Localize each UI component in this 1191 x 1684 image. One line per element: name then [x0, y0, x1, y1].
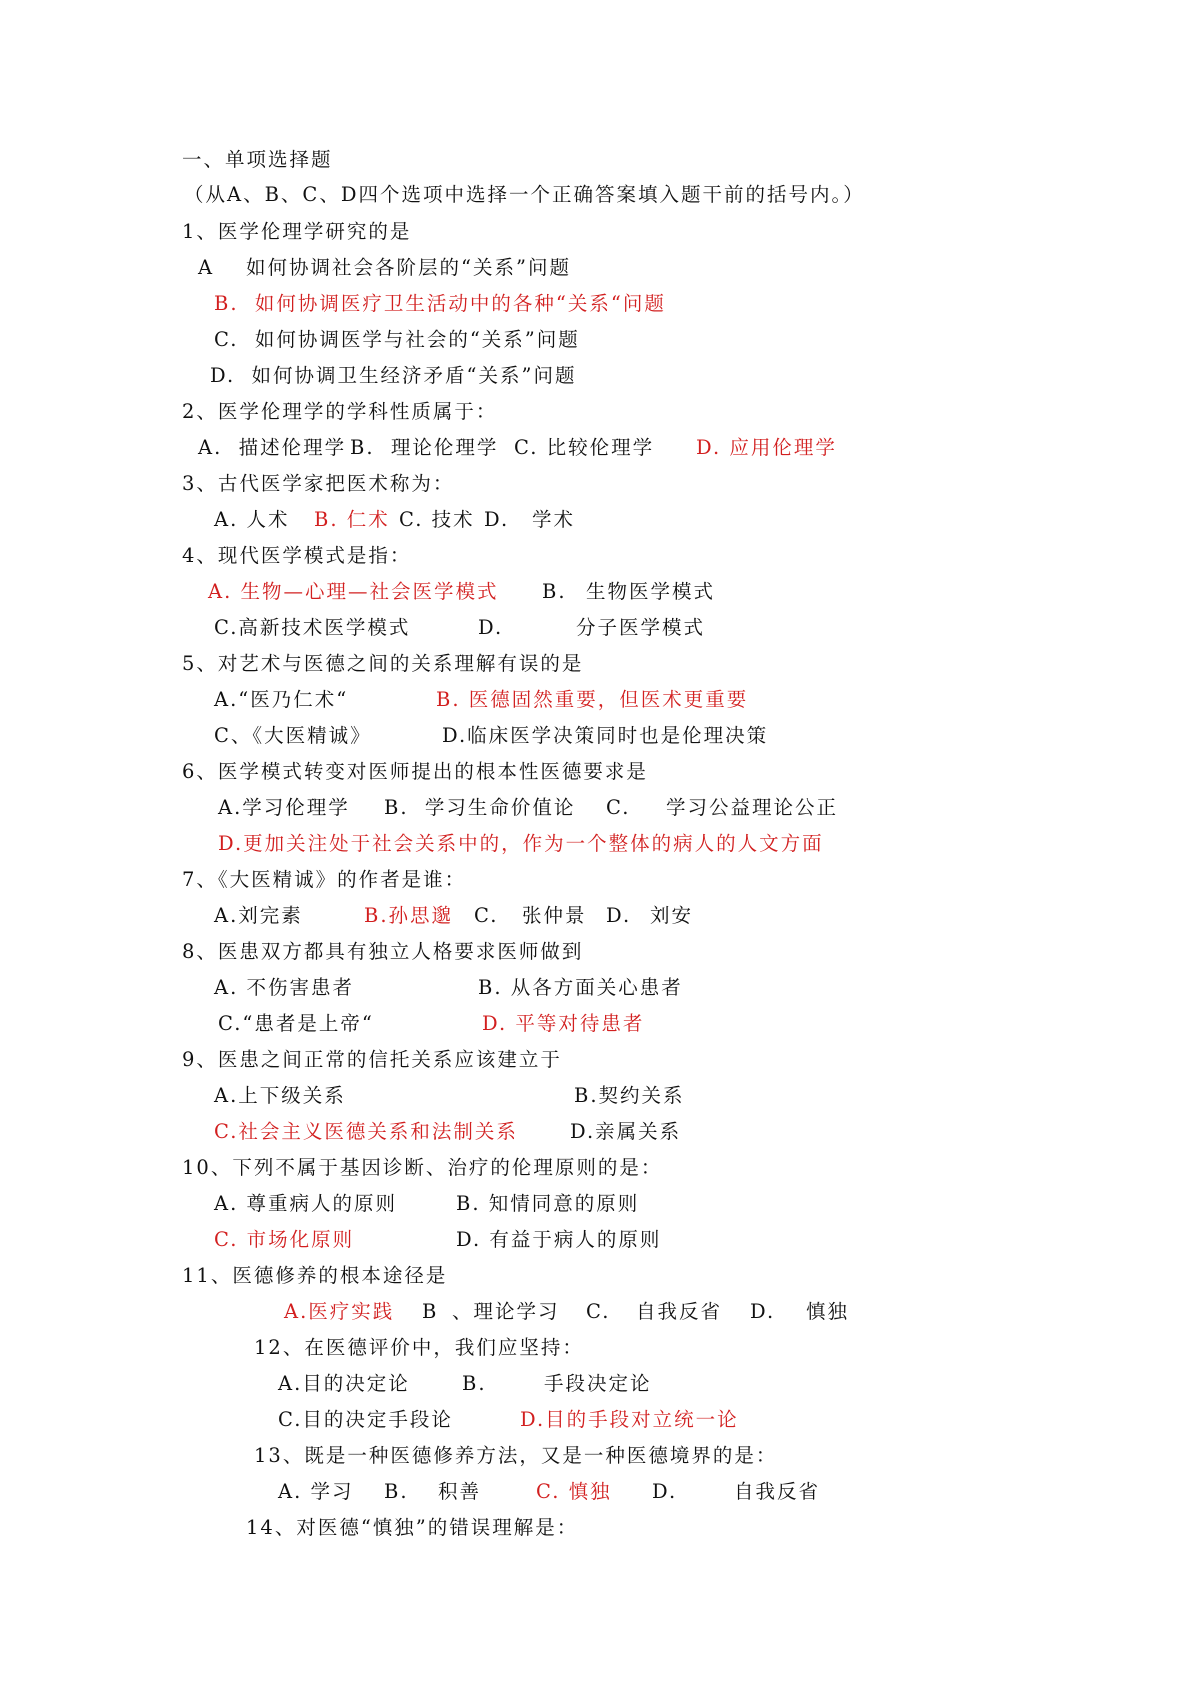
q4-option-b-label: B. [542, 580, 567, 603]
q13-option-d-label: D. [652, 1480, 678, 1503]
q8-option-b: B. 从各方面关心患者 [478, 976, 683, 999]
q10-option-a: A. 尊重病人的原则 [214, 1192, 397, 1215]
q11-option-d-label: D. [750, 1300, 776, 1323]
q9-option-b: B.契约关系 [574, 1084, 685, 1107]
q9-option-c: C.社会主义医德关系和法制关系 [214, 1120, 518, 1143]
q11-option-b-text: 、理论学习 [452, 1300, 560, 1323]
q1-option-a-text: 如何协调社会各阶层的“关系”问题 [246, 256, 571, 279]
q6-option-c-text: 学习公益理论公正 [666, 796, 839, 819]
question-7: 7、《大医精诚》的作者是谁： [182, 868, 467, 891]
q3-option-c: C. 技术 [399, 508, 475, 531]
q3-option-d-label: D. [484, 508, 510, 531]
q13-option-a: A. 学习 [278, 1480, 354, 1503]
q12-option-c: C.目的决定手段论 [278, 1408, 453, 1431]
q7-option-d-text: 刘安 [650, 904, 694, 927]
q10-option-d: D. 有益于病人的原则 [456, 1228, 662, 1251]
q6-option-b: B. 学习生命价值论 [384, 796, 576, 819]
q10-option-c: C. 市场化原则 [214, 1228, 355, 1251]
q7-option-b: B.孙思邈 [364, 904, 454, 927]
q11-option-b-label: B [422, 1300, 439, 1323]
q7-option-a: A.刘完素 [214, 904, 303, 927]
question-8: 8、医患双方都具有独立人格要求医师做到 [182, 940, 584, 963]
q7-option-d-label: D. [606, 904, 632, 927]
q4-option-d-label: D. [478, 616, 504, 639]
q7-option-c-text: 张仲景 [522, 904, 587, 927]
q12-option-b-label: B. [462, 1372, 487, 1395]
question-13: 13、既是一种医德修养方法，又是一种医德境界的是： [254, 1444, 778, 1467]
q4-option-c: C.高新技术医学模式 [214, 616, 411, 639]
q3-option-b: B. 仁术 [314, 508, 390, 531]
q6-option-c-label: C. [606, 796, 631, 819]
q5-option-a: A.“医乃仁术“ [214, 688, 349, 711]
q11-option-a: A.医疗实践 [284, 1300, 395, 1323]
q2-option-c: C. 比较伦理学 [514, 436, 655, 459]
instruction-text: （从A、B、C、D四个选项中选择一个正确答案填入题干前的括号内。） [184, 183, 865, 206]
question-5: 5、对艺术与医德之间的关系理解有误的是 [182, 652, 584, 675]
question-11: 11、医德修养的根本途径是 [182, 1264, 448, 1287]
q13-option-b-text: 积善 [438, 1480, 482, 1503]
q11-option-d-text: 慎独 [806, 1300, 850, 1323]
q13-option-c: C. 慎独 [536, 1480, 612, 1503]
q2-option-d: D. 应用伦理学 [696, 436, 837, 459]
question-6: 6、医学模式转变对医师提出的根本性医德要求是 [182, 760, 648, 783]
q4-option-d-text: 分子医学模式 [576, 616, 706, 639]
q1-option-c: C. 如何协调医学与社会的“关系”问题 [214, 328, 580, 351]
q6-option-a: A.学习伦理学 [218, 796, 350, 819]
q2-option-a: A. 描述伦理学 [198, 436, 347, 459]
question-3: 3、古代医学家把医术称为： [182, 472, 455, 495]
q12-option-a: A.目的决定论 [278, 1372, 410, 1395]
q3-option-a: A. 人术 [214, 508, 290, 531]
q2-option-b: B. 理论伦理学 [350, 436, 499, 459]
section-title: 一、单项选择题 [182, 148, 333, 171]
q4-option-a: A. 生物—心理—社会医学模式 [208, 580, 499, 603]
q13-option-b-label: B. [384, 1480, 409, 1503]
q8-option-c: C.“患者是上帝“ [218, 1012, 374, 1035]
q6-option-d: D.更加关注处于社会关系中的，作为一个整体的病人的人文方面 [218, 832, 824, 855]
q5-option-c: C、《大医精诚》 [214, 724, 372, 747]
q13-option-d-text: 自我反省 [734, 1480, 821, 1503]
question-1: 1、医学伦理学研究的是 [182, 220, 412, 243]
question-4: 4、现代医学模式是指： [182, 544, 412, 567]
q10-option-b: B. 知情同意的原则 [456, 1192, 640, 1215]
q12-option-d: D.目的手段对立统一论 [520, 1408, 739, 1431]
q8-option-d: D. 平等对待患者 [482, 1012, 645, 1035]
question-10: 10、下列不属于基因诊断、治疗的伦理原则的是： [182, 1156, 663, 1179]
q11-option-c-text: 自我反省 [636, 1300, 723, 1323]
question-14: 14、对医德“慎独”的错误理解是： [246, 1516, 579, 1539]
q12-option-b-text: 手段决定论 [544, 1372, 652, 1395]
q9-option-d: D.亲属关系 [570, 1120, 682, 1143]
question-2: 2、医学伦理学的学科性质属于： [182, 400, 498, 423]
question-9: 9、医患之间正常的信托关系应该建立于 [182, 1048, 562, 1071]
question-12: 12、在医德评价中，我们应坚持： [254, 1336, 584, 1359]
q3-option-d-text: 学术 [532, 508, 576, 531]
q5-option-d: D.临床医学决策同时也是伦理决策 [442, 724, 769, 747]
q11-option-c-label: C. [586, 1300, 611, 1323]
q7-option-c-label: C. [474, 904, 499, 927]
q4-option-b-text: 生物医学模式 [586, 580, 716, 603]
q1-option-b: B. 如何协调医疗卫生活动中的各种“关系“问题 [214, 292, 666, 315]
q8-option-a: A. 不伤害患者 [214, 976, 354, 999]
q5-option-b: B. 医德固然重要，但医术更重要 [436, 688, 749, 711]
q1-option-d: D. 如何协调卫生经济矛盾“关系”问题 [210, 364, 577, 387]
q1-option-a-label: A [198, 256, 215, 279]
q9-option-a: A.上下级关系 [214, 1084, 346, 1107]
